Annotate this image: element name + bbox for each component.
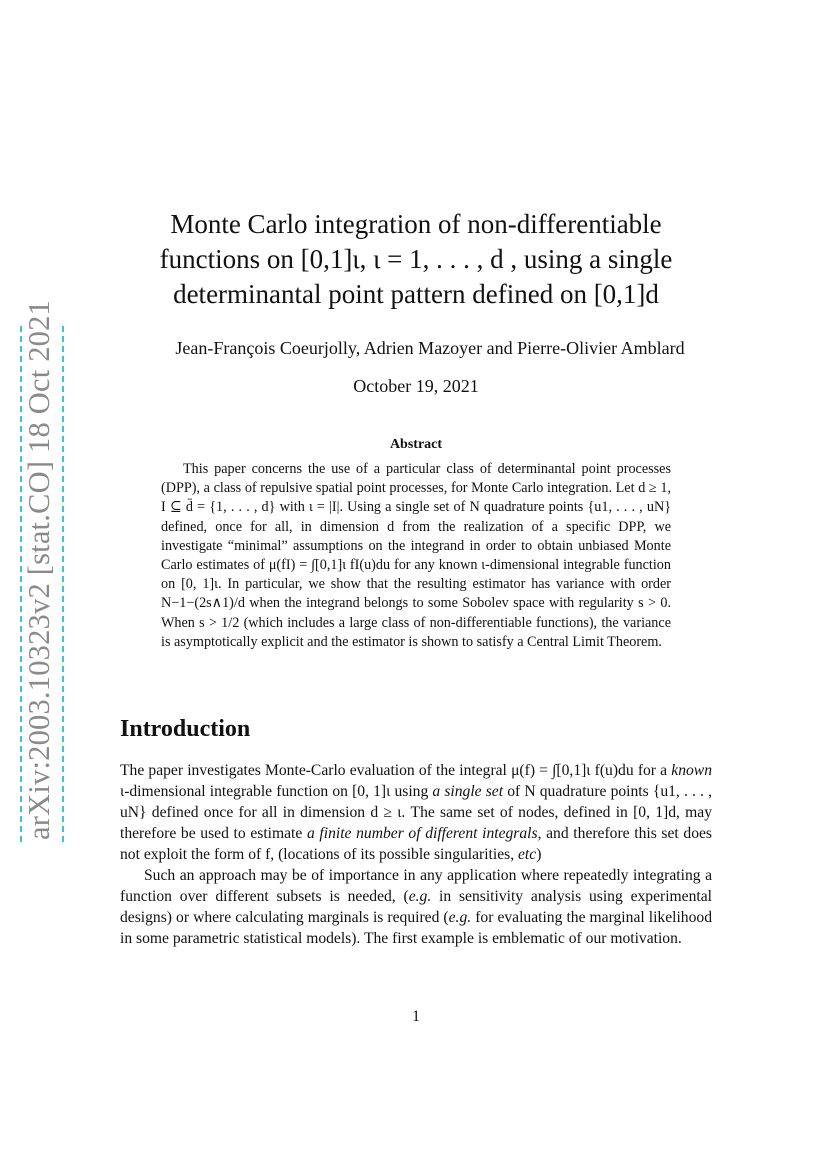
- intro-p2-emphasis: e.g.: [448, 909, 472, 926]
- intro-p1-text: ): [536, 846, 542, 863]
- intro-p1-text: of N quadrature points {u1, . . . , uN} defined once for all in dimension d ≥ ι. The same set of nodes, defined in [0, 1]d, may therefore be used to estimate: [120, 783, 712, 842]
- title-line-3: determinantal point pattern defined on [0,1]d: [173, 279, 659, 309]
- title-line-2: functions on [0,1]ι, ι = 1, . . . , d , using a single: [159, 244, 673, 274]
- intro-paragraph-1: [120, 760, 712, 865]
- introduction-heading: Introduction: [120, 716, 251, 742]
- intro-p1-emphasis: known: [671, 762, 712, 779]
- paper-authors: Jean-François Coeurjolly, Adrien Mazoyer and Pierre-Olivier Amblard: [175, 338, 685, 358]
- intro-p1-text: , and therefore this set does not exploit the form of f, (locations of its possible singularities,: [120, 825, 712, 863]
- page-number: 1: [412, 1008, 420, 1025]
- title-line-1: Monte Carlo integration of non-differentiable: [170, 209, 662, 239]
- paper-title: [120, 207, 712, 312]
- intro-p1-emphasis: a finite number of different integrals: [306, 825, 538, 842]
- intro-p2-emphasis: e.g.: [408, 888, 432, 905]
- intro-p1-text: ι-dimensional integrable function on [0, 1]ι using: [120, 783, 433, 800]
- paper-date: October 19, 2021: [353, 376, 479, 396]
- intro-p1-text: The paper investigates Monte-Carlo evaluation of the integral μ(f) = ∫[0,1]ι f(u)du for a: [120, 762, 672, 779]
- intro-paragraph-2: [120, 865, 712, 949]
- introduction-body: [120, 760, 712, 949]
- intro-p2-text: Such an approach may be of importance in any application where repeatedly integrating a function over different subsets is needed, (: [120, 867, 712, 905]
- intro-p2-text: in sensitivity analysis using experimental designs) or where calculating marginals is required (: [120, 888, 712, 926]
- abstract-text: This paper concerns the use of a particular class of determinantal point processes (DPP), a class of repulsive spatial point processes, for Monte Carlo integration. Let d ≥ 1, I ⊆ d̄ = {1, . . . , d} with ι = |I|. Using a single set of N quadrature points {u1, . . . , uN} defined, once for all, in dimension d from the realization of a specific DPP, we investigate “minimal” assumptions on the integrand in order to obtain unbiased Monte Carlo estimates of μ(fI) = ∫[0,1]ι fI(u)du for any known ι-dimensional integrable function on [0, 1]ι. In particular, we show that the resulting estimator has variance with order N−1−(2s∧1)/d when the integrand belongs to some Sobolev space with regularity s > 0. When s > 1/2 (which includes a large class of non-differentiable functions), the variance is asymptotically explicit and the estimator is shown to satisfy a Central Limit Theorem.: [161, 461, 671, 650]
- arxiv-identifier[interactable]: arXiv:2003.10323v2 [stat.CO] 18 Oct 2021: [22, 300, 56, 840]
- intro-p2-text: for evaluating the marginal likelihood in some parametric statistical models). The first example is emblematic of our motivation.: [120, 909, 712, 947]
- intro-p1-emphasis: etc: [518, 846, 537, 863]
- abstract-heading: Abstract: [389, 437, 443, 452]
- intro-p1-emphasis: a single set: [432, 783, 504, 800]
